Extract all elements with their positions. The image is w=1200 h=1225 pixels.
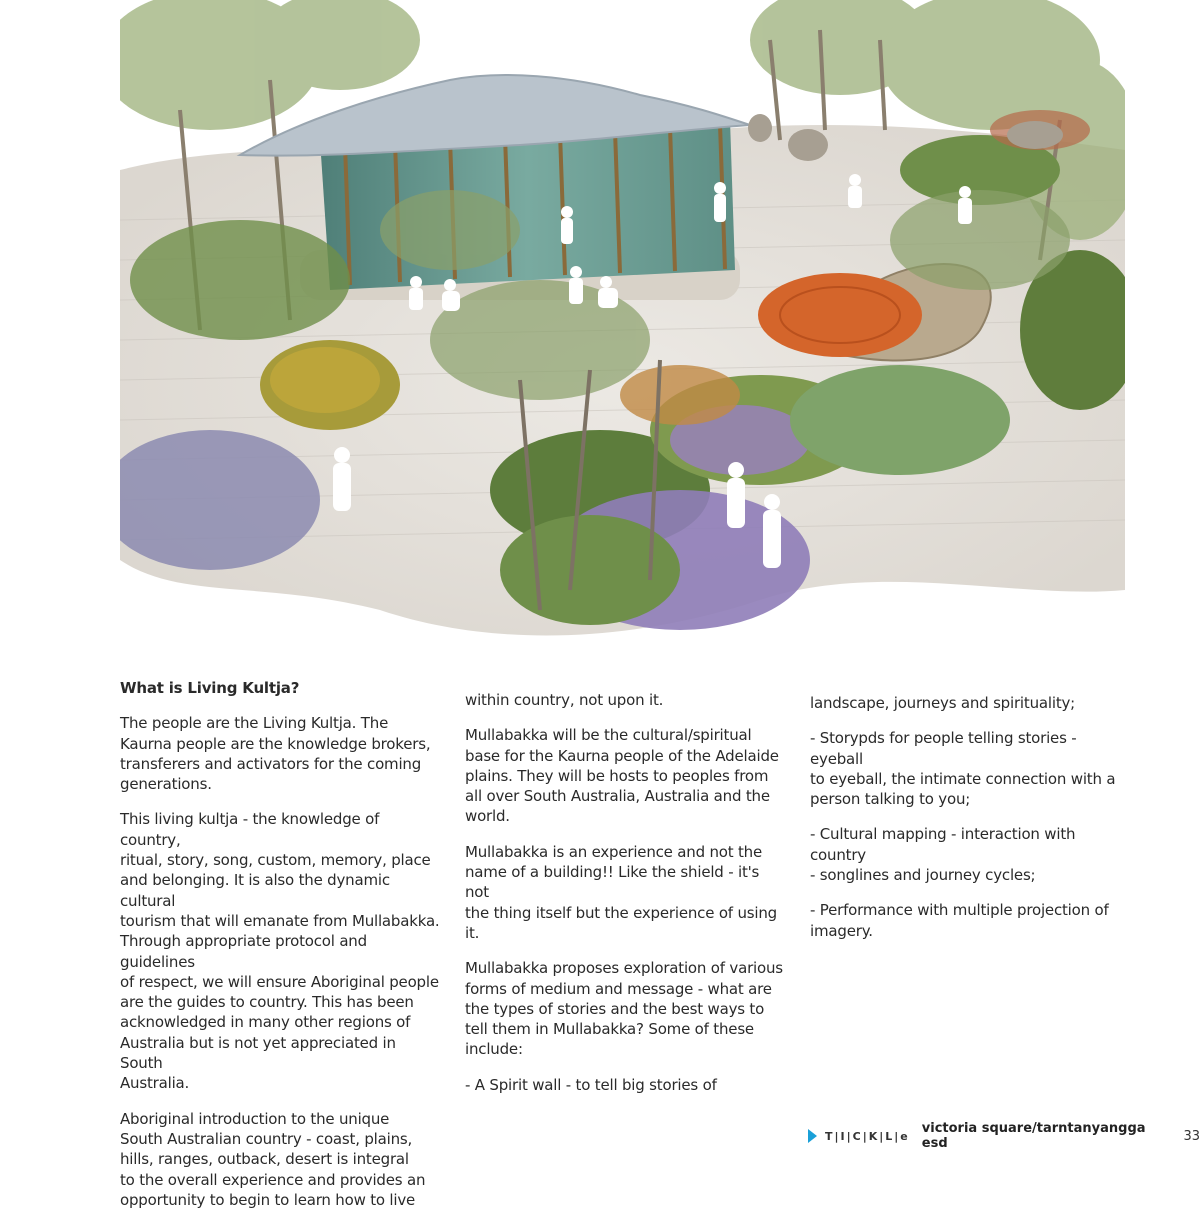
paragraph: The people are the Living Kultja. The Kaurna people are the knowledge brokers, transferers and activators for the coming generations. (120, 714, 431, 794)
paragraph: - Cultural mapping - interaction with country - songlines and journey cycles; (810, 825, 1076, 885)
page-number: 33 (1183, 1128, 1200, 1144)
paragraph: Mullabakka is an experience and not the name of a building!! Like the shield - it's not the thing itself but the experience of using it. (465, 842, 777, 942)
landscape-illustration (120, 0, 1125, 650)
paragraph: landscape, journeys and spirituality; (810, 694, 1076, 712)
paragraph: - A Spirit wall - to tell big stories of (465, 1075, 717, 1094)
text-column-1 (120, 678, 440, 1225)
paragraph: Aboriginal introduction to the unique South Australian country - coast, plains, hills, ranges, outback, desert is integral to the overall experience and provides an opportunity to begin to learn how to live (120, 1109, 426, 1209)
text-column-2 (465, 690, 785, 1110)
tickle-logo: T|I|C|K|L|e (825, 1129, 910, 1143)
page-footer (808, 1121, 1200, 1151)
paragraph: within country, not upon it. (465, 691, 664, 709)
paragraph: - Performance with multiple projection of imagery. (810, 901, 1109, 940)
paragraph: This living kultja - the knowledge of country, ritual, story, song, custom, memory, place and belonging. It is also the dynamic cultural tourism that will emanate from Mullabakka. Through appropriate protocol and guidelines of respect, we will ensure Aboriginal people are the guides to country. This has been acknowledged in many other regions of Australia but is not yet appreciated in South Australia. (120, 810, 440, 1093)
section-heading: What is Living Kultja? (120, 679, 300, 697)
paragraph: - Storypds for people telling stories - eyeball to eyeball, the intimate connection with a person talking to you; (810, 729, 1116, 809)
document-title: victoria square/tarntanyangga esd (921, 1121, 1146, 1151)
text-column-3 (810, 693, 1130, 956)
paragraph: Mullabakka will be the cultural/spiritual base for the Kaurna people of the Adelaide plains. They will be hosts to peoples from all over South Australia, Australia and the world. (465, 726, 779, 826)
timber-deck (758, 273, 922, 357)
triangle-marker-icon (808, 1129, 817, 1143)
paragraph: Mullabakka proposes exploration of various forms of medium and message - what are the types of stories and the best ways to tell them in Mullabakka? Some of these include: (465, 959, 783, 1059)
